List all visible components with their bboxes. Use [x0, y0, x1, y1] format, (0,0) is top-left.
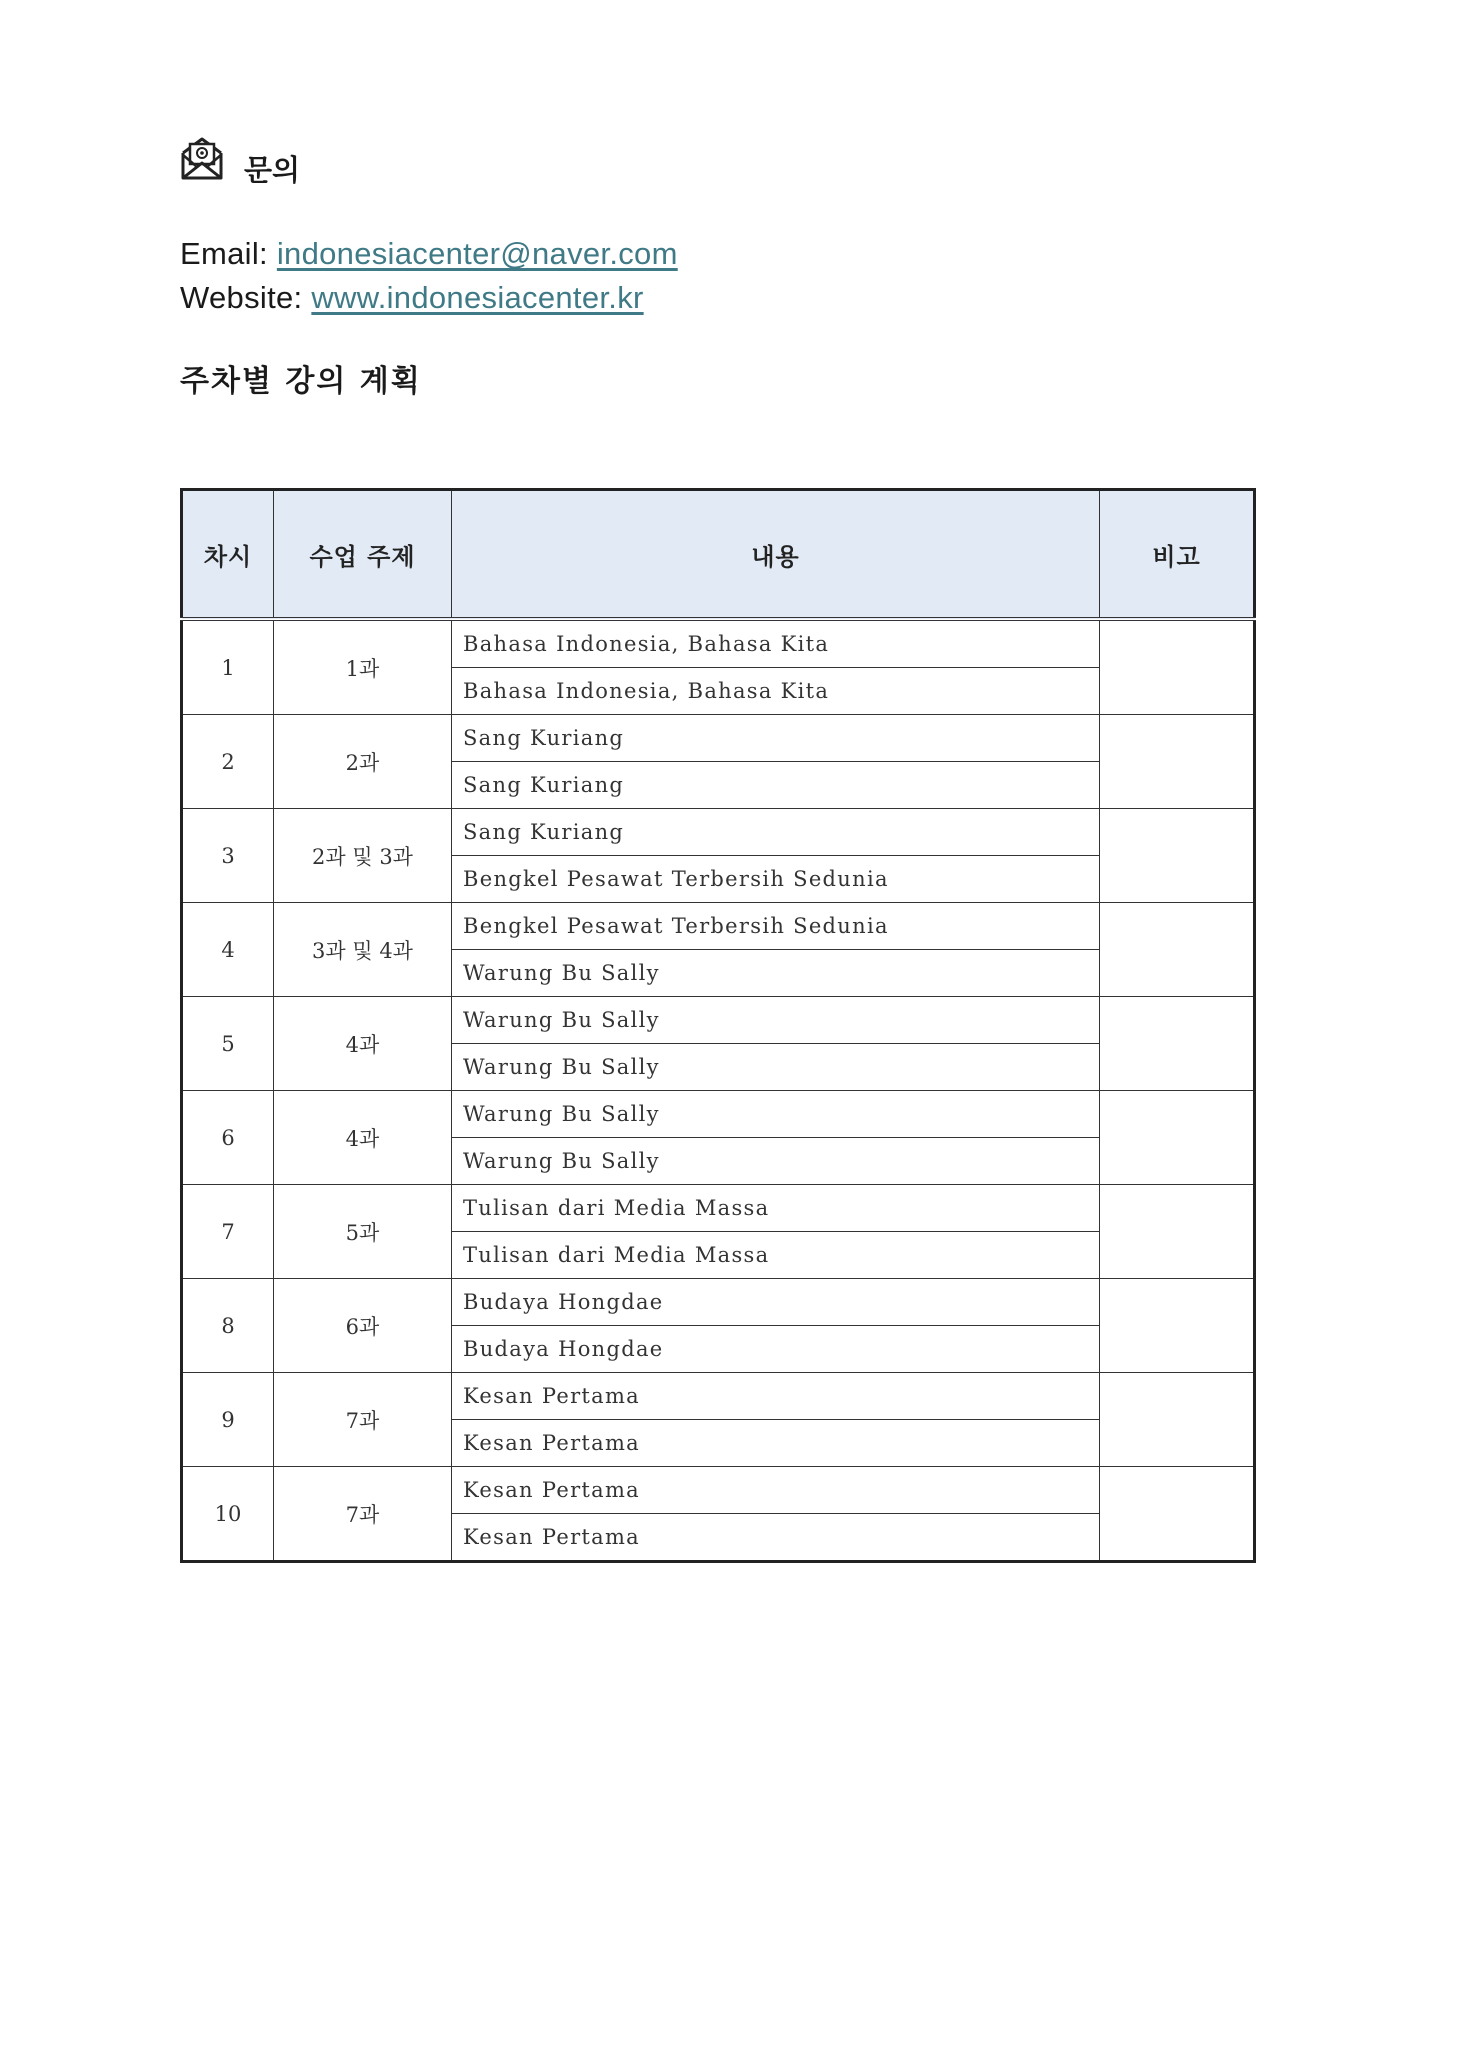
note-cell [1100, 1373, 1255, 1467]
content-cell: Budaya Hongdae [452, 1326, 1100, 1373]
content-cell: Warung Bu Sally [452, 1138, 1100, 1185]
note-cell [1100, 809, 1255, 903]
topic-cell: 2과 및 3과 [274, 809, 452, 903]
table-row [182, 1091, 1255, 1138]
note-cell [1100, 1091, 1255, 1185]
content-cell: Kesan Pertama [452, 1420, 1100, 1467]
note-cell [1100, 1185, 1255, 1279]
envelope-at-icon [180, 135, 224, 181]
content-cell: Sang Kuriang [452, 762, 1100, 809]
topic-cell: 4과 [274, 1091, 452, 1185]
table-row [182, 1373, 1255, 1420]
session-cell: 7 [182, 1185, 274, 1279]
session-cell: 3 [182, 809, 274, 903]
content-cell: Tulisan dari Media Massa [452, 1232, 1100, 1279]
content-cell: Kesan Pertama [452, 1373, 1100, 1420]
table-row [182, 903, 1255, 950]
content-cell: Warung Bu Sally [452, 950, 1100, 997]
table-header-row [182, 490, 1255, 620]
topic-cell: 6과 [274, 1279, 452, 1373]
content-cell: Tulisan dari Media Massa [452, 1185, 1100, 1232]
note-cell [1100, 1467, 1255, 1562]
website-link[interactable]: www.indonesiacenter.kr [311, 280, 644, 315]
content-cell: Kesan Pertama [452, 1514, 1100, 1562]
topic-cell: 3과 및 4과 [274, 903, 452, 997]
content-cell: Sang Kuriang [452, 809, 1100, 856]
note-cell [1100, 1279, 1255, 1373]
note-cell [1100, 997, 1255, 1091]
session-cell: 8 [182, 1279, 274, 1373]
session-cell: 6 [182, 1091, 274, 1185]
table-row [182, 1279, 1255, 1326]
email-line [180, 236, 678, 272]
contact-title: 문의 [244, 152, 301, 187]
session-cell: 9 [182, 1373, 274, 1467]
note-cell [1100, 715, 1255, 809]
session-cell: 5 [182, 997, 274, 1091]
column-header-content: 내용 [452, 490, 1100, 620]
topic-cell: 7과 [274, 1467, 452, 1562]
content-cell: Warung Bu Sally [452, 1044, 1100, 1091]
website-line [180, 280, 644, 316]
column-header-note: 비고 [1100, 490, 1255, 620]
note-cell [1100, 619, 1255, 715]
content-cell: Bengkel Pesawat Terbersih Sedunia [452, 903, 1100, 950]
content-cell: Warung Bu Sally [452, 1091, 1100, 1138]
email-label: Email: [180, 236, 268, 271]
session-cell: 4 [182, 903, 274, 997]
content-cell: Bengkel Pesawat Terbersih Sedunia [452, 856, 1100, 903]
lecture-plan-table [180, 488, 1256, 1563]
content-cell: Bahasa Indonesia, Bahasa Kita [452, 668, 1100, 715]
column-header-session: 차시 [182, 490, 274, 620]
content-cell: Kesan Pertama [452, 1467, 1100, 1514]
table-row [182, 997, 1255, 1044]
topic-cell: 1과 [274, 619, 452, 715]
session-cell: 1 [182, 619, 274, 715]
content-cell: Warung Bu Sally [452, 997, 1100, 1044]
session-cell: 10 [182, 1467, 274, 1562]
table-row [182, 1467, 1255, 1514]
table-row [182, 619, 1255, 668]
table-row [182, 1185, 1255, 1232]
note-cell [1100, 903, 1255, 997]
email-link[interactable]: indonesiacenter@naver.com [276, 236, 678, 271]
table-row [182, 809, 1255, 856]
session-cell: 2 [182, 715, 274, 809]
topic-cell: 5과 [274, 1185, 452, 1279]
content-cell: Budaya Hongdae [452, 1279, 1100, 1326]
website-label: Website: [180, 280, 303, 315]
topic-cell: 7과 [274, 1373, 452, 1467]
table-row [182, 715, 1255, 762]
topic-cell: 4과 [274, 997, 452, 1091]
contact-heading [180, 140, 300, 192]
topic-cell: 2과 [274, 715, 452, 809]
column-header-topic: 수업 주제 [274, 490, 452, 620]
content-cell: Bahasa Indonesia, Bahasa Kita [452, 619, 1100, 668]
plan-title: 주차별 강의 계획 [180, 364, 422, 399]
content-cell: Sang Kuriang [452, 715, 1100, 762]
